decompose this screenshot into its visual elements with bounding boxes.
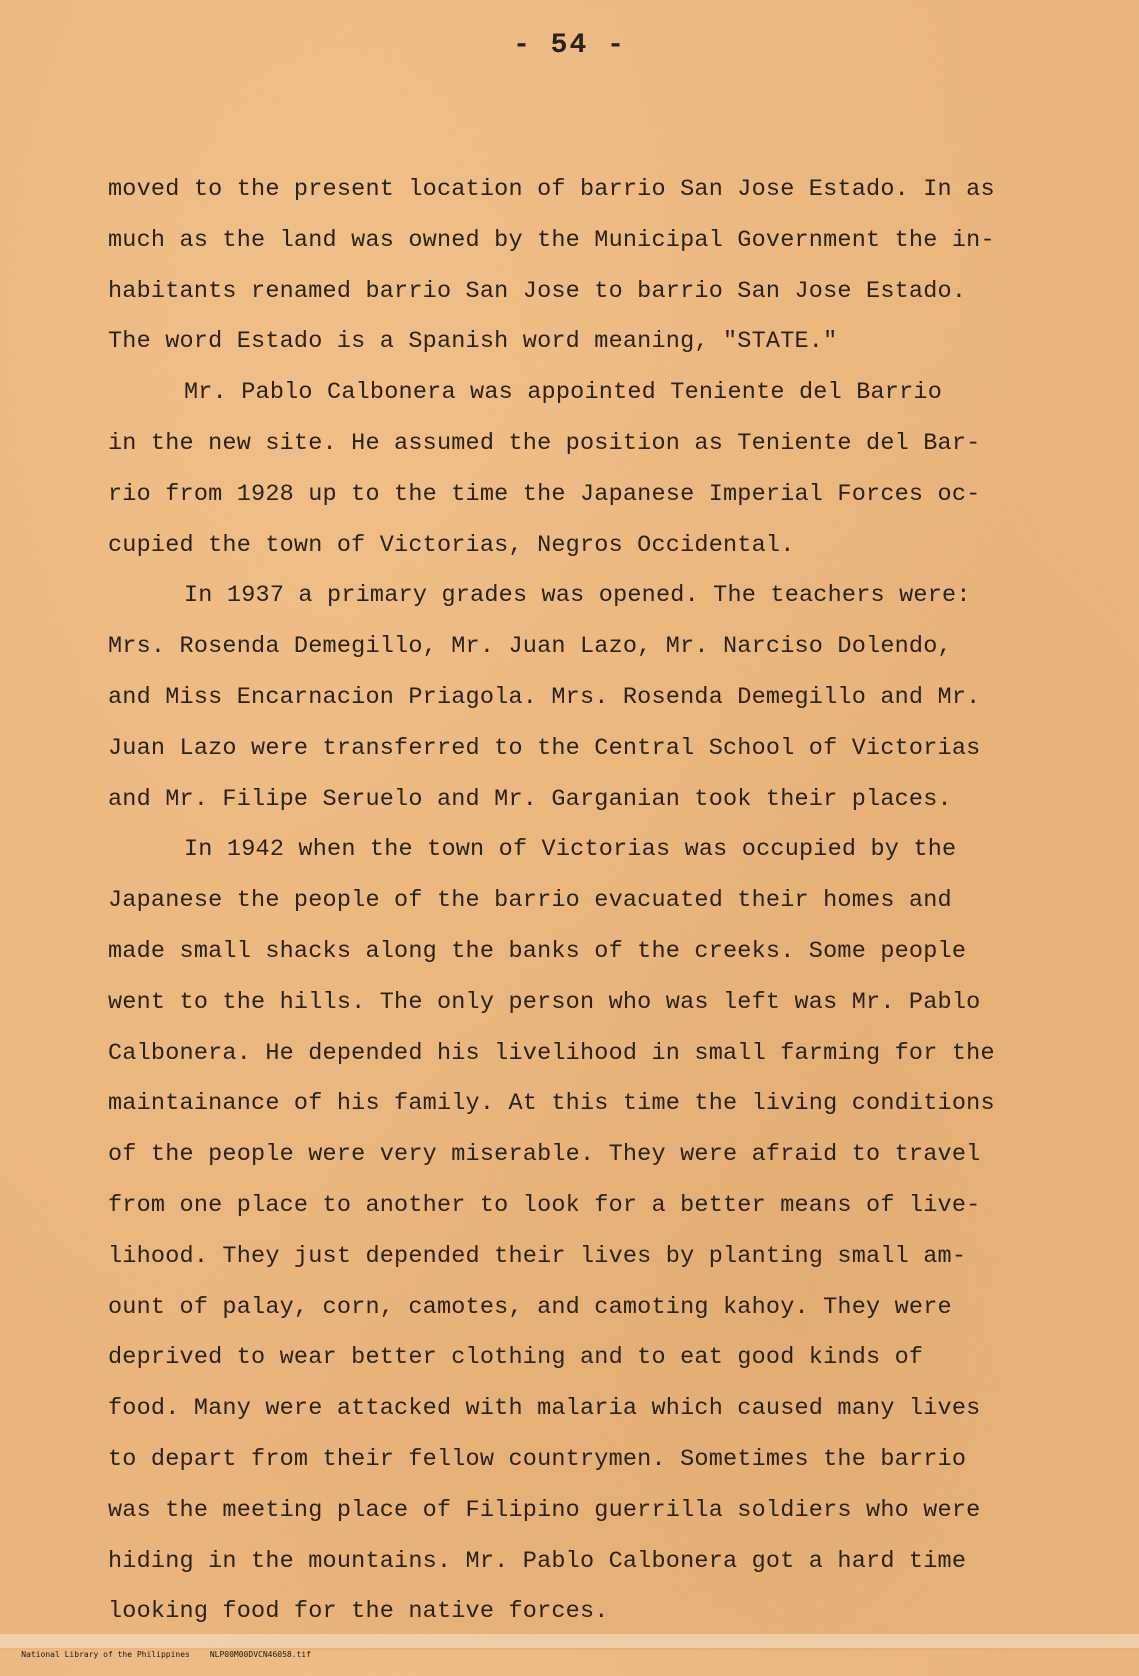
paragraph bbox=[108, 165, 1068, 368]
text-line: of the people were very miserable. They were afraid to travel bbox=[108, 1141, 981, 1169]
text-line: Mr. Pablo Calbonera was appointed Teniente del Barrio bbox=[184, 379, 943, 407]
text-line: Japanese the people of the barrio evacuated their homes and bbox=[108, 887, 952, 915]
text-line: habitants renamed barrio San Jose to barrio San Jose Estado. bbox=[108, 277, 967, 305]
text-line: lihood. They just depended their lives by planting small am- bbox=[108, 1242, 967, 1270]
text-line: to depart from their fellow countrymen. Sometimes the barrio bbox=[108, 1445, 967, 1473]
text-line: and Miss Encarnacion Priagola. Mrs. Rosenda Demegillo and Mr. bbox=[108, 683, 981, 711]
text-line: went to the hills. The only person who was left was Mr. Pablo bbox=[108, 988, 981, 1016]
paragraph bbox=[108, 825, 1068, 1638]
body-text bbox=[108, 165, 1068, 1638]
paragraph bbox=[108, 368, 1068, 571]
text-line: in the new site. He assumed the position as Teniente del Bar- bbox=[108, 429, 981, 457]
text-line: The word Estado is a Spanish word meaning, "STATE." bbox=[108, 328, 838, 356]
text-line: looking food for the native forces. bbox=[108, 1598, 609, 1626]
footer-file-name: NLP00M00DVCN46058.tif bbox=[209, 1650, 311, 1659]
text-line: In 1937 a primary grades was opened. The teachers were: bbox=[184, 582, 971, 610]
footer-library-name: National Library of the Philippines bbox=[21, 1650, 190, 1659]
text-line: ount of palay, corn, camotes, and camoting kahoy. They were bbox=[108, 1293, 952, 1321]
text-line: Juan Lazo were transferred to the Central School of Victorias bbox=[108, 734, 981, 762]
text-line: Mrs. Rosenda Demegillo, Mr. Juan Lazo, Mr. Narciso Dolendo, bbox=[108, 633, 952, 661]
text-line: made small shacks along the banks of the creeks. Some people bbox=[108, 937, 967, 965]
text-line: rio from 1928 up to the time the Japanese Imperial Forces oc- bbox=[108, 480, 981, 508]
text-line: from one place to another to look for a better means of live- bbox=[108, 1191, 981, 1219]
text-line: moved to the present location of barrio San Jose Estado. In as bbox=[108, 176, 995, 203]
text-line: cupied the town of Victorias, Negros Occidental. bbox=[108, 531, 795, 559]
footer-strip bbox=[0, 1634, 1139, 1659]
text-line: deprived to wear better clothing and to eat good kinds of bbox=[108, 1344, 924, 1372]
paragraph bbox=[108, 571, 1068, 825]
text-line: In 1942 when the town of Victorias was occupied by the bbox=[184, 836, 957, 864]
text-line: hiding in the mountains. Mr. Pablo Calbonera got a hard time bbox=[108, 1547, 967, 1575]
text-line: much as the land was owned by the Municipal Government the in- bbox=[108, 226, 995, 254]
text-line: and Mr. Filipe Seruelo and Mr. Garganian took their places. bbox=[108, 785, 952, 813]
text-line: was the meeting place of Filipino guerrilla soldiers who were bbox=[108, 1496, 981, 1524]
page-number: - 54 - bbox=[513, 30, 626, 61]
text-line: Calbonera. He depended his livelihood in small farming for the bbox=[108, 1039, 995, 1067]
text-line: food. Many were attacked with malaria which caused many lives bbox=[108, 1395, 981, 1423]
text-line: maintainance of his family. At this time the living conditions bbox=[108, 1090, 995, 1118]
